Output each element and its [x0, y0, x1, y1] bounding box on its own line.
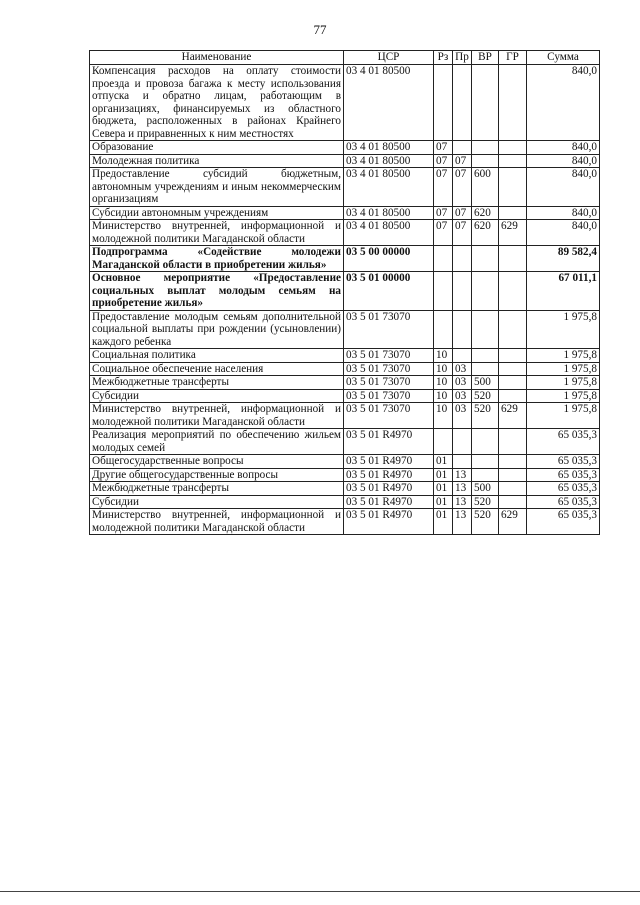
cell-sum: 89 582,4	[527, 246, 600, 272]
cell-pr	[453, 65, 472, 141]
cell-gr: 629	[499, 403, 527, 429]
cell-name: Реализация мероприятий по обеспечению жильем молодых семей	[90, 429, 344, 455]
cell-csr: 03 5 01 73070	[344, 310, 434, 349]
cell-csr: 03 4 01 80500	[344, 220, 434, 246]
table-row	[90, 349, 600, 363]
cell-csr: 03 4 01 80500	[344, 141, 434, 155]
cell-name: Межбюджетные трансферты	[90, 376, 344, 390]
cell-name: Предоставление субсидий бюджетным, автономным учреждениям и иным некоммерческим организациям	[90, 168, 344, 207]
cell-sum: 840,0	[527, 220, 600, 246]
cell-csr: 03 5 01 00000	[344, 272, 434, 311]
table-row	[90, 509, 600, 535]
cell-name: Предоставление молодым семьям дополнительной социальной выплаты при рождении (усыновлении) каждого ребенка	[90, 310, 344, 349]
cell-gr	[499, 482, 527, 496]
header-name: Наименование	[90, 51, 344, 65]
cell-sum: 840,0	[527, 65, 600, 141]
cell-rz: 07	[434, 154, 453, 168]
cell-csr: 03 5 01 R4970	[344, 429, 434, 455]
cell-vr	[472, 272, 499, 311]
cell-rz	[434, 65, 453, 141]
header-vr: ВР	[472, 51, 499, 65]
cell-gr	[499, 455, 527, 469]
cell-pr: 07	[453, 168, 472, 207]
page-number: 77	[313, 22, 327, 37]
cell-gr	[499, 206, 527, 220]
cell-sum: 1 975,8	[527, 349, 600, 363]
cell-sum: 65 035,3	[527, 455, 600, 469]
cell-sum: 840,0	[527, 206, 600, 220]
cell-gr	[499, 495, 527, 509]
cell-pr: 07	[453, 220, 472, 246]
cell-rz: 10	[434, 362, 453, 376]
cell-name: Другие общегосударственные вопросы	[90, 468, 344, 482]
cell-gr	[499, 168, 527, 207]
cell-pr	[453, 349, 472, 363]
cell-vr	[472, 246, 499, 272]
cell-gr	[499, 272, 527, 311]
cell-csr: 03 5 01 R4970	[344, 468, 434, 482]
cell-vr: 500	[472, 376, 499, 390]
cell-sum: 67 011,1	[527, 272, 600, 311]
cell-sum: 1 975,8	[527, 389, 600, 403]
cell-rz: 01	[434, 482, 453, 496]
cell-rz: 01	[434, 495, 453, 509]
cell-pr: 03	[453, 362, 472, 376]
cell-csr: 03 4 01 80500	[344, 154, 434, 168]
cell-vr	[472, 455, 499, 469]
cell-rz	[434, 429, 453, 455]
cell-vr: 520	[472, 389, 499, 403]
header-rz: Рз	[434, 51, 453, 65]
cell-sum: 1 975,8	[527, 310, 600, 349]
cell-pr: 13	[453, 509, 472, 535]
cell-rz	[434, 246, 453, 272]
cell-name: Общегосударственные вопросы	[90, 455, 344, 469]
cell-gr	[499, 310, 527, 349]
page-bottom-rule	[0, 891, 640, 892]
cell-sum: 65 035,3	[527, 429, 600, 455]
cell-gr	[499, 468, 527, 482]
header-sum: Сумма	[527, 51, 600, 65]
table-row	[90, 206, 600, 220]
table-row	[90, 389, 600, 403]
budget-table-body	[90, 65, 600, 535]
table-row	[90, 168, 600, 207]
cell-pr: 03	[453, 389, 472, 403]
cell-pr: 07	[453, 154, 472, 168]
cell-vr: 500	[472, 482, 499, 496]
cell-name: Субсидии	[90, 389, 344, 403]
table-row	[90, 429, 600, 455]
cell-csr: 03 5 00 00000	[344, 246, 434, 272]
header-pr: Пр	[453, 51, 472, 65]
cell-sum: 65 035,3	[527, 468, 600, 482]
table-row	[90, 455, 600, 469]
cell-name: Межбюджетные трансферты	[90, 482, 344, 496]
cell-name: Министерство внутренней, информационной и молодежной политики Магаданской области	[90, 220, 344, 246]
cell-vr	[472, 468, 499, 482]
table-row	[90, 376, 600, 390]
cell-csr: 03 5 01 73070	[344, 362, 434, 376]
cell-vr: 520	[472, 495, 499, 509]
table-row	[90, 141, 600, 155]
cell-name: Субсидии	[90, 495, 344, 509]
cell-vr: 520	[472, 509, 499, 535]
cell-name: Социальная политика	[90, 349, 344, 363]
cell-pr	[453, 141, 472, 155]
cell-sum: 1 975,8	[527, 403, 600, 429]
cell-sum: 840,0	[527, 168, 600, 207]
cell-vr	[472, 429, 499, 455]
table-row	[90, 495, 600, 509]
cell-vr	[472, 65, 499, 141]
cell-csr: 03 4 01 80500	[344, 206, 434, 220]
cell-sum: 840,0	[527, 154, 600, 168]
cell-gr	[499, 154, 527, 168]
cell-pr: 03	[453, 376, 472, 390]
table-row	[90, 468, 600, 482]
cell-gr	[499, 362, 527, 376]
cell-gr	[499, 246, 527, 272]
cell-vr	[472, 310, 499, 349]
cell-pr: 13	[453, 468, 472, 482]
cell-vr	[472, 349, 499, 363]
cell-name: Подпрограмма «Содействие молодежи Магаданской области в приобретении жилья»	[90, 246, 344, 272]
table-row	[90, 362, 600, 376]
cell-rz: 10	[434, 376, 453, 390]
cell-csr: 03 4 01 80500	[344, 168, 434, 207]
cell-sum: 65 035,3	[527, 482, 600, 496]
cell-gr: 629	[499, 220, 527, 246]
cell-name: Компенсация расходов на оплату стоимости проезда и провоза багажа к месту использования отпуска и обратно лицам, работающим в организациях, финансируемых из областного бюджета, расположенных в районах Крайнего Севера и приравненных к ним местностях	[90, 65, 344, 141]
table-row	[90, 65, 600, 141]
cell-pr: 13	[453, 482, 472, 496]
cell-vr: 620	[472, 206, 499, 220]
cell-rz: 01	[434, 509, 453, 535]
header-gr: ГР	[499, 51, 527, 65]
cell-name: Основное мероприятие «Предоставление социальных выплат молодым семьям на приобретение жилья»	[90, 272, 344, 311]
cell-rz	[434, 272, 453, 311]
cell-pr	[453, 310, 472, 349]
cell-csr: 03 5 01 73070	[344, 376, 434, 390]
cell-vr: 520	[472, 403, 499, 429]
cell-pr: 03	[453, 403, 472, 429]
cell-csr: 03 5 01 R4970	[344, 509, 434, 535]
cell-sum: 65 035,3	[527, 495, 600, 509]
table-row	[90, 403, 600, 429]
cell-name: Социальное обеспечение населения	[90, 362, 344, 376]
cell-name: Субсидии автономным учреждениям	[90, 206, 344, 220]
cell-pr: 13	[453, 495, 472, 509]
cell-csr: 03 5 01 73070	[344, 403, 434, 429]
cell-sum: 840,0	[527, 141, 600, 155]
table-header-row	[90, 51, 600, 65]
cell-name: Молодежная политика	[90, 154, 344, 168]
cell-pr	[453, 429, 472, 455]
cell-csr: 03 5 01 R4970	[344, 455, 434, 469]
cell-vr: 600	[472, 168, 499, 207]
cell-pr	[453, 246, 472, 272]
cell-rz: 01	[434, 468, 453, 482]
table-row	[90, 154, 600, 168]
cell-sum: 65 035,3	[527, 509, 600, 535]
cell-gr	[499, 349, 527, 363]
cell-rz: 07	[434, 220, 453, 246]
cell-rz: 07	[434, 141, 453, 155]
cell-name: Министерство внутренней, информационной и молодежной политики Магаданской области	[90, 509, 344, 535]
cell-gr	[499, 429, 527, 455]
cell-rz: 10	[434, 349, 453, 363]
cell-vr	[472, 362, 499, 376]
cell-gr	[499, 389, 527, 403]
cell-vr	[472, 141, 499, 155]
cell-gr	[499, 376, 527, 390]
cell-gr	[499, 65, 527, 141]
cell-rz: 10	[434, 389, 453, 403]
cell-csr: 03 5 01 73070	[344, 349, 434, 363]
cell-vr: 620	[472, 220, 499, 246]
cell-pr	[453, 272, 472, 311]
cell-vr	[472, 154, 499, 168]
table-row	[90, 246, 600, 272]
cell-rz	[434, 310, 453, 349]
cell-rz: 07	[434, 206, 453, 220]
table-row	[90, 482, 600, 496]
table-row	[90, 310, 600, 349]
cell-pr	[453, 455, 472, 469]
cell-name: Образование	[90, 141, 344, 155]
cell-csr: 03 5 01 R4970	[344, 495, 434, 509]
table-row	[90, 272, 600, 311]
cell-csr: 03 4 01 80500	[344, 65, 434, 141]
cell-csr: 03 5 01 R4970	[344, 482, 434, 496]
header-csr: ЦСР	[344, 51, 434, 65]
cell-rz: 07	[434, 168, 453, 207]
cell-rz: 10	[434, 403, 453, 429]
cell-rz: 01	[434, 455, 453, 469]
cell-gr	[499, 141, 527, 155]
cell-sum: 1 975,8	[527, 376, 600, 390]
table-row	[90, 220, 600, 246]
cell-pr: 07	[453, 206, 472, 220]
cell-csr: 03 5 01 73070	[344, 389, 434, 403]
cell-name: Министерство внутренней, информационной и молодежной политики Магаданской области	[90, 403, 344, 429]
cell-gr: 629	[499, 509, 527, 535]
budget-table	[89, 50, 600, 535]
cell-sum: 1 975,8	[527, 362, 600, 376]
